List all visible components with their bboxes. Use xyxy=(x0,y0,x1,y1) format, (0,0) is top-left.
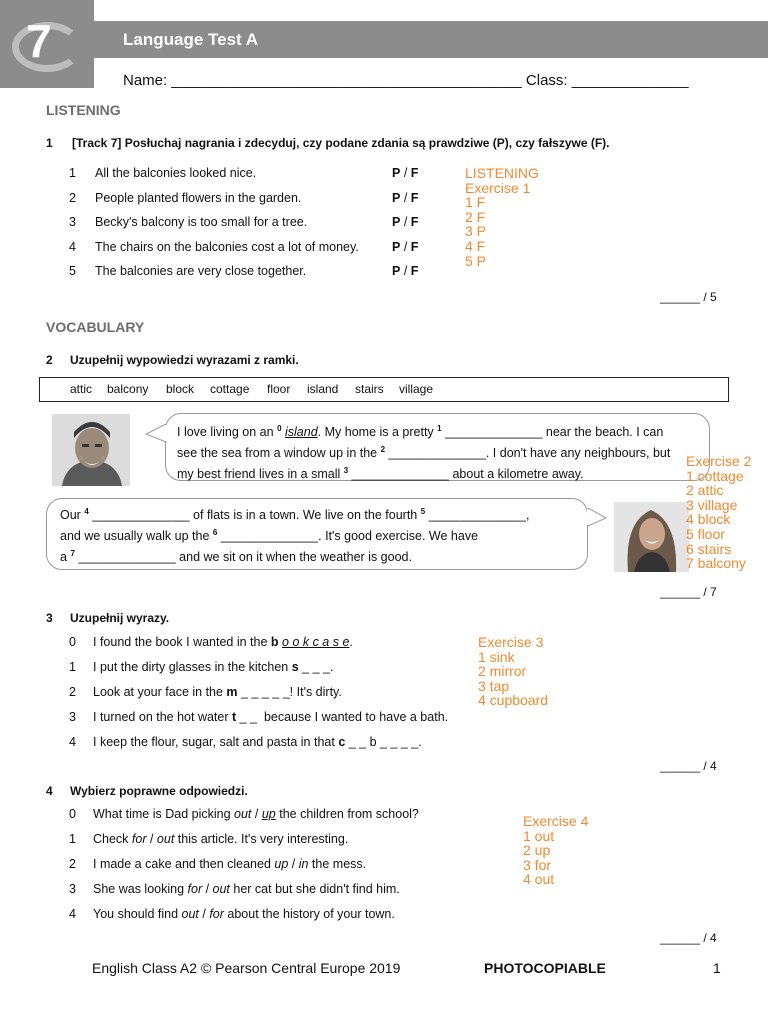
word-box-item: cottage xyxy=(210,382,250,396)
bubble-1-line-3a: my best friend lives in a small xyxy=(177,467,344,482)
gap-6-blank[interactable]: ______________ xyxy=(217,529,319,544)
true-false-choice[interactable] xyxy=(392,215,418,229)
option-separator: / xyxy=(202,882,213,896)
gap-5-number: 5 xyxy=(420,507,426,516)
exercise-3-number: 3 xyxy=(46,611,53,625)
sentence-end: about the history of your town. xyxy=(223,907,395,921)
option-1[interactable]: for xyxy=(131,832,147,846)
answer-line: 4 cupboard xyxy=(478,692,549,709)
option-separator: / xyxy=(400,191,411,205)
item-number: 3 xyxy=(69,882,76,896)
bubble-1-line-1a: I love living on an xyxy=(177,425,278,440)
listening-heading: LISTENING xyxy=(46,102,121,118)
exercise-1-instruction: [Track 7] Posłuchaj nagrania i zdecyduj, czy podane zdania są prawdziwe (P), czy fałszywe (F). xyxy=(72,136,610,150)
option-f[interactable]: F xyxy=(410,215,419,229)
exercise-2-answer-key xyxy=(686,454,751,571)
answer-line: 1 cottage xyxy=(686,467,744,484)
item-number: 1 xyxy=(69,660,76,674)
sentence-start: What time is Dad picking xyxy=(93,807,235,821)
bubble-2-text xyxy=(60,503,585,566)
statement-text: People planted flowers in the garden. xyxy=(95,191,302,205)
answer-line: 6 stairs xyxy=(686,540,732,557)
word-box-item: village xyxy=(399,382,434,396)
first-letter: m xyxy=(226,685,238,699)
item-number: 3 xyxy=(69,710,76,724)
option-f[interactable]: F xyxy=(410,264,419,278)
sentence-end: _ _ _. xyxy=(298,660,334,674)
option-1[interactable]: out xyxy=(181,907,199,921)
sentence-end: her cat but she didn't find him. xyxy=(229,882,400,896)
option-2[interactable]: for xyxy=(209,907,224,921)
word-box-item: attic xyxy=(70,382,93,396)
sentence-end: the children from school? xyxy=(275,807,419,821)
gap-7-blank[interactable]: ______________ xyxy=(74,550,176,565)
true-false-choice[interactable] xyxy=(392,191,418,205)
exercise-2-instruction: Uzupełnij wypowiedzi wyrazami z ramki. xyxy=(70,353,299,367)
item-number: 2 xyxy=(69,857,76,871)
answer-line: 2 up xyxy=(523,842,551,859)
item-number: 0 xyxy=(69,635,76,649)
exercise-2-score: ______ / 7 xyxy=(660,585,717,599)
gap-3-number: 3 xyxy=(343,466,349,476)
option-separator: / xyxy=(400,215,411,229)
sentence-end: _ _ b _ _ _ _. xyxy=(345,735,422,749)
answer-line: 5 floor xyxy=(686,525,725,542)
footer-copyright: English Class A2 © Pearson Central Europe 2019 xyxy=(92,960,401,976)
answer-line: Exercise 1 xyxy=(465,179,531,196)
exercise-1-number: 1 xyxy=(46,136,53,150)
bubble-2-line-3b: and we sit on it when the weather is good. xyxy=(175,550,412,565)
item-number: 1 xyxy=(69,166,76,180)
statement-text: Becky's balcony is too small for a tree. xyxy=(95,215,308,229)
sentence-end: this article. It's very interesting. xyxy=(174,832,349,846)
option-1[interactable]: out xyxy=(234,807,252,821)
gap-6-number: 6 xyxy=(212,528,218,538)
gap-1-blank[interactable]: ______________ xyxy=(441,425,543,440)
item-number: 4 xyxy=(69,907,76,921)
photo-old-man xyxy=(52,414,130,486)
gap-3-blank[interactable]: ______________ xyxy=(348,467,449,482)
sentence-end: _ _ _ _ _! It's dirty. xyxy=(237,685,342,699)
exercise-2-number: 2 xyxy=(46,353,53,367)
bubble-1-pointer xyxy=(146,424,168,444)
answer-line: 1 out xyxy=(523,827,555,844)
word-box-item: balcony xyxy=(107,382,149,396)
sentence-start: You should find xyxy=(93,907,182,921)
name-field[interactable]: __________________________________________ xyxy=(171,72,522,89)
option-f[interactable]: F xyxy=(410,191,419,205)
answer-line: 3 for xyxy=(523,856,552,873)
gap-0-example: island xyxy=(285,425,318,440)
bubble-2-line-1b: of flats is in a town. We live on the fourth xyxy=(189,508,421,523)
answer-line: 2 attic xyxy=(686,482,724,499)
sentence-start: I made a cake and then cleaned xyxy=(93,857,275,871)
answer-line: 5 P xyxy=(465,252,487,269)
item-number: 2 xyxy=(69,191,76,205)
statement-text: All the balconies looked nice. xyxy=(95,166,257,180)
option-separator: / xyxy=(251,807,262,821)
sentence-start: Look at your face in the xyxy=(93,685,227,699)
answer-line: 3 village xyxy=(686,496,738,513)
sentence-end: the mess. xyxy=(308,857,367,871)
sentence-start: I turned on the hot water xyxy=(93,710,232,724)
statement-text: The chairs on the balconies cost a lot of money. xyxy=(95,240,359,254)
first-letter: t xyxy=(231,710,237,724)
word-completion-item[interactable] xyxy=(93,685,342,699)
option-p[interactable]: P xyxy=(392,240,401,254)
option-separator: / xyxy=(288,857,299,871)
bubble-1-text xyxy=(177,420,702,483)
answer-line: 2 F xyxy=(465,208,486,225)
gap-2-number: 2 xyxy=(380,445,386,455)
word-box xyxy=(39,377,729,402)
word-completion-item[interactable] xyxy=(93,735,422,749)
page-number: 1 xyxy=(713,960,721,976)
exercise-4-answer-key xyxy=(523,814,588,887)
answer-line: Exercise 4 xyxy=(523,813,589,829)
item-number: 4 xyxy=(69,240,76,254)
answer-line: 3 tap xyxy=(478,677,510,694)
option-separator: / xyxy=(198,907,210,921)
bubble-2-line-1a: Our xyxy=(60,508,85,523)
answer-line: Exercise 3 xyxy=(478,634,544,650)
option-separator: / xyxy=(400,240,411,254)
class-field[interactable]: ______________ xyxy=(571,72,689,89)
item-number: 4 xyxy=(69,735,76,749)
exercise-3-instruction: Uzupełnij wyrazy. xyxy=(70,611,170,625)
item-number: 0 xyxy=(69,807,76,821)
sentence-start: I found the book I wanted in the xyxy=(93,635,271,649)
statement-text: The balconies are very close together. xyxy=(95,264,307,278)
exercise-1-score: ______ / 5 xyxy=(660,290,717,304)
gap-1-number: 1 xyxy=(437,424,442,433)
bubble-2-line-2a: and we usually walk up the xyxy=(60,529,213,544)
sentence-start: I keep the flour, sugar, salt and pasta in that xyxy=(93,735,339,749)
option-2[interactable]: out xyxy=(156,832,175,846)
exercise-3-answer-key xyxy=(478,635,548,708)
answer-line: 4 out xyxy=(523,871,555,888)
first-letter: c xyxy=(338,735,346,749)
option-2[interactable]: in xyxy=(298,857,309,871)
bubble-1-line-1b: . My home is a pretty xyxy=(317,425,438,440)
first-letter: s xyxy=(291,660,299,674)
option-p[interactable]: P xyxy=(392,264,401,278)
word-completion-item[interactable] xyxy=(93,660,333,674)
item-number: 3 xyxy=(69,215,76,229)
exercise-4-score: ______ / 4 xyxy=(660,931,717,945)
option-separator: / xyxy=(400,166,411,180)
bubble-1-line-2b: . I don't have any neighbours, but xyxy=(485,446,671,461)
bubble-2-line-1c: , xyxy=(525,508,530,523)
option-f[interactable]: F xyxy=(410,240,419,254)
class-label: Class: xyxy=(521,72,572,89)
item-number: 1 xyxy=(69,832,76,846)
gap-2-blank[interactable]: ______________ xyxy=(385,446,486,461)
answer-line: Exercise 2 xyxy=(686,453,752,469)
answer-line: 1 sink xyxy=(478,648,515,665)
exercise-4-number: 4 xyxy=(46,784,53,798)
sentence-end: . xyxy=(349,635,353,649)
word-box-item: island xyxy=(307,382,339,396)
exercise-3-score: ______ / 4 xyxy=(660,759,717,773)
name-label: Name: xyxy=(123,72,172,89)
gap-4-number: 4 xyxy=(84,507,89,516)
word-completion-item[interactable] xyxy=(93,635,353,649)
answer-line: 4 F xyxy=(465,237,486,254)
first-letter: b xyxy=(270,635,283,649)
gap-7-number: 7 xyxy=(70,549,75,559)
answer-line: LISTENING xyxy=(465,165,539,181)
option-p[interactable]: P xyxy=(392,166,401,180)
bubble-2-pointer xyxy=(586,508,608,528)
listening-answer-key xyxy=(465,166,539,268)
exercise-4-instruction: Wybierz poprawne odpowiedzi. xyxy=(70,784,248,798)
word-completion-item[interactable] xyxy=(93,710,448,724)
option-1[interactable]: up xyxy=(274,857,289,871)
option-1[interactable]: for xyxy=(187,882,203,896)
option-2[interactable]: out xyxy=(212,882,230,896)
photo-girl xyxy=(614,502,689,572)
sentence-end: _ _ because I wanted to have a bath. xyxy=(236,710,449,724)
bubble-1-line-3b: about a kilometre away. xyxy=(449,467,584,482)
option-f[interactable]: F xyxy=(410,166,419,180)
answer-line: 7 balcony xyxy=(686,555,746,572)
gap-0-number: 0 xyxy=(277,424,282,433)
sentence-start: I put the dirty glasses in the kitchen xyxy=(93,660,292,674)
answer-line: 2 mirror xyxy=(478,663,527,680)
sentence-start: Check xyxy=(93,832,132,846)
true-false-choice[interactable] xyxy=(392,166,418,180)
bubble-2-line-2b: . It's good exercise. We have xyxy=(318,529,479,544)
option-p[interactable]: P xyxy=(392,215,401,229)
option-2[interactable]: up xyxy=(261,807,276,821)
bubble-1-line-1c: near the beach. I can xyxy=(542,425,664,440)
page-title: Language Test A xyxy=(123,30,259,49)
item-number: 2 xyxy=(69,685,76,699)
choice-item xyxy=(93,882,400,896)
word-box-item: block xyxy=(166,382,195,396)
answer-line: 3 P xyxy=(465,223,487,240)
choice-item xyxy=(93,807,419,821)
bubble-2-line-3a: a xyxy=(60,550,71,565)
choice-item xyxy=(93,907,395,921)
option-p[interactable]: P xyxy=(392,191,401,205)
option-separator: / xyxy=(146,832,157,846)
choice-item xyxy=(93,857,366,871)
name-class-line xyxy=(123,72,689,89)
example-answer: o o k c a s e xyxy=(282,635,350,649)
word-box-item: stairs xyxy=(355,382,384,396)
unit-number: 7 xyxy=(26,15,52,67)
item-number: 5 xyxy=(69,264,76,278)
true-false-choice[interactable] xyxy=(392,264,418,278)
footer-photocopiable: PHOTOCOPIABLE xyxy=(484,960,606,976)
vocabulary-heading: VOCABULARY xyxy=(46,319,145,335)
gap-5-blank[interactable]: ______________ xyxy=(425,508,526,523)
answer-line: 4 block xyxy=(686,511,731,528)
option-separator: / xyxy=(400,264,411,278)
true-false-choice[interactable] xyxy=(392,240,418,254)
gap-4-blank[interactable]: ______________ xyxy=(88,508,190,523)
answer-line: 1 F xyxy=(465,194,486,211)
bubble-1-line-2a: see the sea from a window up in the xyxy=(177,446,381,461)
sentence-start: She was looking xyxy=(93,882,188,896)
word-box-item: floor xyxy=(267,382,291,396)
choice-item xyxy=(93,832,348,846)
